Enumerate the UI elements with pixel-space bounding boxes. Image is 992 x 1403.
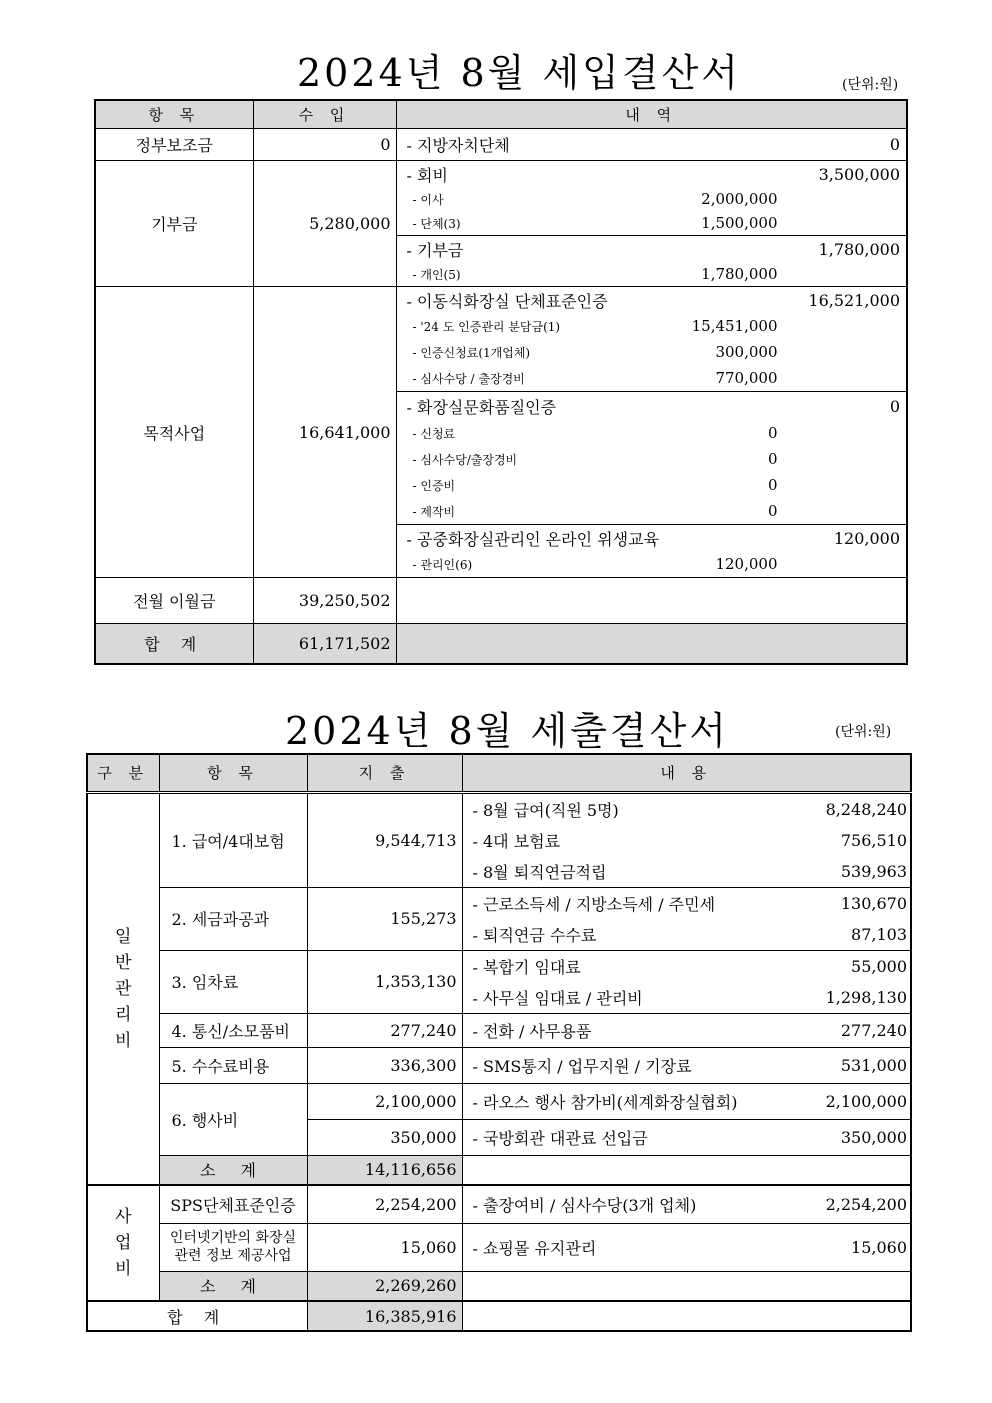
group-amount: 16,521,000 — [808, 290, 900, 310]
item-label: SPS단체표준인증 — [159, 1185, 307, 1223]
item-amount: 350,000 — [307, 1119, 462, 1155]
header-detail: 내 역 — [396, 100, 907, 129]
item-label: 6. 행사비 — [159, 1083, 307, 1155]
item-amount: 1,353,130 — [307, 950, 462, 1013]
item-label: 인터넷기반의 화장실 관련 정보 제공사업 — [159, 1223, 307, 1271]
detail-line: - 사무실 임대료 / 관리비 1,298,130 — [472, 987, 907, 1008]
sub-row: - 관리인(6) 120,000 — [412, 555, 778, 573]
general-subtotal-detail — [462, 1155, 911, 1185]
sub-row: - 심사수당 / 출장경비 770,000 — [412, 369, 778, 387]
donation-amount: 5,280,000 — [253, 161, 396, 287]
sub-row: - 개인(5) 1,780,000 — [412, 265, 778, 283]
purpose-amount: 16,641,000 — [253, 287, 396, 578]
income-title: 2024년 8월 세입결산서 — [297, 51, 741, 95]
donation-group-fee — [397, 161, 907, 236]
expense-title: 2024년 8월 세출결산서 — [285, 709, 729, 753]
header-income: 수 입 — [253, 100, 396, 129]
detail-line: - 라오스 행사 참가비(세계화장실협회) 2,100,000 — [472, 1091, 907, 1112]
income-total-label: 합 계 — [95, 624, 253, 664]
detail-line: - 8월 급여(직원 5명) 8,248,240 — [472, 799, 907, 820]
item-amount: 2,254,200 — [307, 1185, 462, 1223]
business-subtotal-amount: 2,269,260 — [307, 1271, 462, 1301]
group-label: - 기부금 — [406, 240, 464, 260]
sub-row: - 단체(3) 1,500,000 — [412, 214, 778, 232]
expense-unit: (단위:원) — [835, 724, 892, 740]
group-label: - 이동식화장실 단체표준인증 — [406, 291, 608, 311]
item-amount: 2,100,000 — [307, 1083, 462, 1119]
group-label: - 공중화장실관리인 온라인 위생교육 — [406, 529, 660, 549]
header-item: 항 목 — [159, 754, 307, 792]
header-category: 구 분 — [87, 754, 159, 792]
sub-row: - 심사수당/출장경비 0 — [412, 450, 778, 468]
group-amount: 0 — [889, 396, 900, 416]
item-label: 3. 임차료 — [159, 950, 307, 1013]
gov-detail-amount: 0 — [889, 135, 900, 154]
item-amount: 336,300 — [307, 1047, 462, 1083]
sub-row: - 신청료 0 — [412, 424, 778, 442]
detail-line: - 복합기 임대료 55,000 — [472, 956, 907, 977]
item-label: 1. 급여/4대보험 — [159, 792, 307, 887]
gov-label: 정부보조금 — [95, 129, 253, 161]
gov-amount: 0 — [253, 129, 396, 161]
detail-line: - SMS통지 / 업무지원 / 기장료 531,000 — [472, 1055, 907, 1076]
purpose-group-education — [397, 525, 907, 577]
purpose-label: 목적사업 — [95, 287, 253, 578]
item-label: 5. 수수료비용 — [159, 1047, 307, 1083]
detail-line: - 근로소득세 / 지방소득세 / 주민세 130,670 — [472, 893, 907, 914]
income-total-amount: 61,171,502 — [253, 624, 396, 664]
gov-detail-label: - 지방자치단체 — [406, 136, 510, 155]
expense-total-amount: 16,385,916 — [307, 1301, 462, 1331]
business-category: 사 업 비 — [87, 1185, 159, 1301]
detail-line: - 전화 / 사무용품 277,240 — [472, 1020, 907, 1041]
sub-row: - '24 도 인증관리 분담금(1) 15,451,000 — [412, 317, 778, 335]
purpose-group-quality — [397, 392, 907, 525]
carryover-amount: 39,250,502 — [253, 578, 396, 624]
header-item: 항 목 — [95, 100, 253, 129]
carryover-label: 전월 이월금 — [95, 578, 253, 624]
business-subtotal-label: 소 계 — [159, 1271, 307, 1301]
expense-table — [86, 753, 912, 1332]
detail-line: - 쇼핑몰 유지관리 15,060 — [472, 1237, 907, 1258]
sub-row: - 인증비 0 — [412, 476, 778, 494]
detail-line: - 4대 보험료 756,510 — [472, 830, 907, 851]
general-subtotal-label: 소 계 — [159, 1155, 307, 1185]
item-amount: 15,060 — [307, 1223, 462, 1271]
group-label: - 회비 — [406, 165, 448, 185]
group-amount: 1,780,000 — [818, 239, 900, 259]
item-amount: 9,544,713 — [307, 792, 462, 887]
header-spend: 지 출 — [307, 754, 462, 792]
general-subtotal-amount: 14,116,656 — [307, 1155, 462, 1185]
business-subtotal-detail — [462, 1271, 911, 1301]
income-unit: (단위:원) — [842, 77, 899, 93]
sub-row: - 인증신청료(1개업체) 300,000 — [412, 343, 778, 361]
detail-line: - 8월 퇴직연금적립 539,963 — [472, 861, 907, 882]
group-amount: 3,500,000 — [818, 164, 900, 184]
expense-total-detail — [462, 1301, 911, 1331]
purpose-group-standard — [397, 287, 907, 392]
general-category: 일 반 관 리 비 — [87, 792, 159, 1185]
donation-label: 기부금 — [95, 161, 253, 287]
sub-row: - 이사 2,000,000 — [412, 190, 778, 208]
detail-line: - 출장여비 / 심사수당(3개 업체) 2,254,200 — [472, 1194, 907, 1215]
donation-group-gift — [397, 236, 907, 286]
item-amount: 155,273 — [307, 887, 462, 950]
item-label: 2. 세금과공과 — [159, 887, 307, 950]
group-label: - 화장실문화품질인증 — [406, 397, 557, 417]
detail-line: - 퇴직연금 수수료 87,103 — [472, 924, 907, 945]
income-total-detail — [396, 624, 907, 664]
detail-line: - 국방회관 대관료 선입금 350,000 — [472, 1127, 907, 1148]
gov-detail — [397, 133, 907, 156]
header-content: 내 용 — [462, 754, 911, 792]
expense-total-label: 합 계 — [87, 1301, 307, 1331]
item-label: 4. 통신/소모품비 — [159, 1013, 307, 1047]
carryover-detail — [396, 578, 907, 624]
income-table — [94, 99, 908, 665]
sub-row: - 제작비 0 — [412, 502, 778, 520]
item-amount: 277,240 — [307, 1013, 462, 1047]
group-amount: 120,000 — [833, 528, 900, 548]
